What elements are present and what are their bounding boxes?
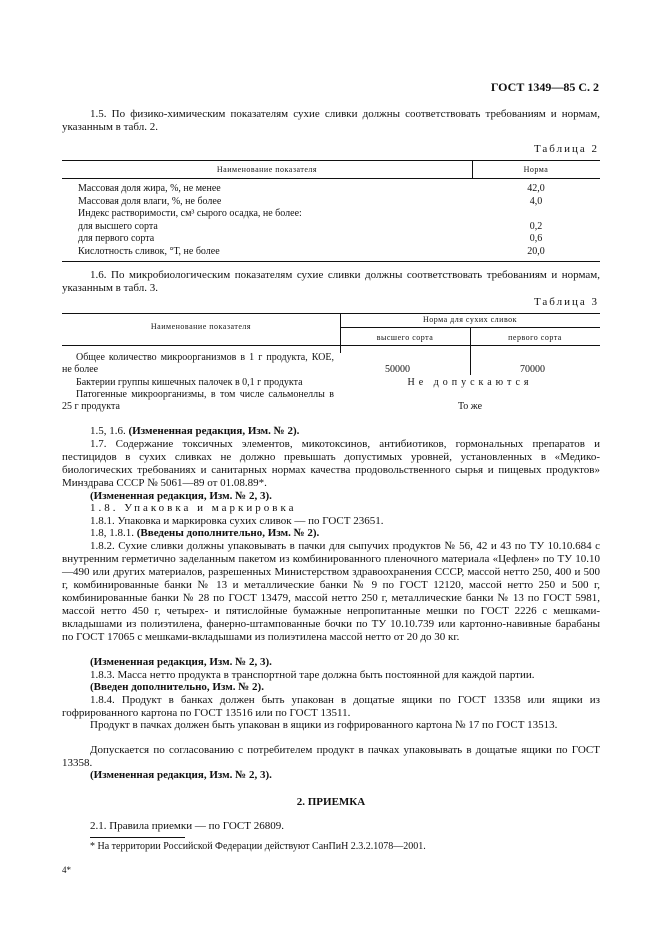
paragraph-2-1: 2.1. Правила приемки — по ГОСТ 26809. (90, 820, 284, 832)
paragraph-pack: Продукт в пачках должен быть упакован в ящики из гофрированного картона № 17 по ГОСТ 13513. (90, 719, 558, 731)
paragraph-1-7: 1.7. Содержание токсичных элементов, микотоксинов, антибиотиков, гормональных препаратов и пестицидов в сухих сливках не должно превышать допустимых уровней, установленных в «Медико-биологических требованиях и санитарных нормах качества продовольственного сырья и пищевых продуктов» Минздрава СССР № 5061—89 от 01.08.89*. (62, 438, 600, 489)
table2-row-value: 0,2 (529, 221, 543, 232)
table3-header-rule (62, 345, 600, 346)
section-2-heading: 2. ПРИЕМКА (296, 796, 366, 808)
table3-top-rule (62, 313, 600, 314)
table2-row-value: 42,0 (527, 183, 545, 194)
table3-row1-first: 70000 (520, 364, 545, 375)
table3-row3-value: То же (457, 401, 483, 412)
table3-row2-name: Бактерии группы кишечных палочек в 0,1 г продукта (76, 377, 303, 388)
table2-row-name: для первого сорта (78, 233, 155, 244)
paragraph-1-6: 1.6. По микробиологическим показателям сухие сливки должны соответствовать требованиям и нормам, указанным в табл. 3. (62, 269, 600, 294)
table2-row-value: 20,0 (527, 246, 545, 257)
table2-row-name: Массовая доля влаги, %, не более (78, 196, 222, 207)
table2-bottom-rule (62, 261, 600, 262)
section-1-8-heading: 1.8. Упаковка и маркировка (90, 502, 297, 514)
table2-row-name: для высшего сорта (78, 221, 158, 232)
table3-header-name: Наименование показателя (150, 322, 252, 331)
table3-header-first: первого сорта (508, 333, 562, 342)
paragraph-allow: Допускается по согласованию с потребителем продукт в пачках упаковывать в дощатые ящики по ГОСТ 13358. (62, 744, 600, 769)
page-mark: 4* (62, 865, 71, 875)
table2-row-value: 4,0 (529, 196, 543, 207)
amendment-note: (Измененная редакция, Изм. № 2, 3). (90, 490, 272, 502)
table3-row1-high: 50000 (385, 364, 410, 375)
table3-row1-name: Общее количество микроорганизмов в 1 г продукта, КОЕ, не более (62, 352, 334, 375)
table3-row3-name: Патогенные микроорганизмы, в том числе сальмонеллы в 25 г продукта (62, 389, 334, 412)
amendment-1-5-1-6: 1.5, 1.6. (Измененная редакция, Изм. № 2). (90, 425, 300, 437)
paragraph-1-8-3: 1.8.3. Масса нетто продукта в транспортной таре должна быть постоянной для каждой партии. (90, 669, 535, 681)
table2-row-name: Кислотность сливок, °Т, не более (78, 246, 220, 257)
table3-header-high: высшего сорта (376, 333, 434, 342)
footnote: * На территории Российской Федерации действуют СанПиН 2.3.2.1078—2001. (90, 841, 426, 852)
table3-subheader-rule (340, 327, 600, 328)
table2-top-rule (62, 160, 600, 161)
table2-header-norm: Норма (523, 165, 549, 174)
table2-row-name: Массовая доля жира, %, не менее (78, 183, 221, 194)
table3-row2-value: Не допускаются (407, 377, 533, 388)
table2-row-name: Индекс растворимости, см³ сырого осадка, не более: (78, 208, 302, 219)
footnote-rule (90, 837, 185, 838)
paragraph-1-5: 1.5. По физико-химическим показателям сухие сливки должны соответствовать требованиям и нормам, указанным в табл. 2. (62, 108, 600, 133)
amendment-note: (Измененная редакция, Изм. № 2, 3). (90, 656, 272, 668)
table2-caption: Таблица 2 (533, 143, 599, 155)
paragraph-1-8-2: 1.8.2. Сухие сливки должны упаковывать в пачки для сыпучих продуктов № 56, 42 и 43 по ТУ 10.10.684 с внутренним герметично заделанным пакетом из комбинированного пленочного материала «Цефлен» по ТУ 10.10—490 или других материалов, разрешенных Министерством здравоохранения СССР, массой нетто 250, 400 и 500 г, комбинированные банки № 13 и металлические банки № 9 по ГОСТ 12120, массой нетто 250 и 500 г, комбинированные банки № 28 по ГОСТ 13479, массой нетто 250 г, металлические банки № 13 по ГОСТ 5981, массой нетто 450 г, четырех- и пятислойные бумажные непропитанные мешки по ГОСТ 2226 с мешками-вкладышами из полиэтилена, фанерно-штампованные бочки по ТУ 10.10.739 или картонно-навивные барабаны по ГОСТ 17065 с мешками-вкладышами из полиэтилена массой нетто от 20 до 30 кг. (62, 540, 600, 643)
table3-caption: Таблица 3 (533, 296, 599, 308)
paragraph-1-8-1: 1.8.1. Упаковка и маркировка сухих сливок — по ГОСТ 23651. (90, 515, 384, 527)
table3-header-norm: Норма для сухих сливок (422, 315, 518, 324)
amendment-note: (Введен дополнительно, Изм. № 2). (90, 681, 264, 693)
amendment-note: (Измененная редакция, Изм. № 2, 3). (90, 769, 272, 781)
paragraph-1-8-4: 1.8.4. Продукт в банках должен быть упакован в дощатые ящики по ГОСТ 13358 или ящики из гофрированного картона по ГОСТ 13516 или по ГОСТ 13511. (62, 694, 600, 719)
amendment-1-8: 1.8, 1.8.1. (Введены дополнительно, Изм. № 2). (90, 527, 320, 539)
table2-header-name: Наименование показателя (216, 165, 318, 174)
table2-row-value: 0,6 (529, 233, 543, 244)
page-header: ГОСТ 1349—85 С. 2 (490, 80, 599, 94)
table2-header-rule (62, 178, 600, 179)
